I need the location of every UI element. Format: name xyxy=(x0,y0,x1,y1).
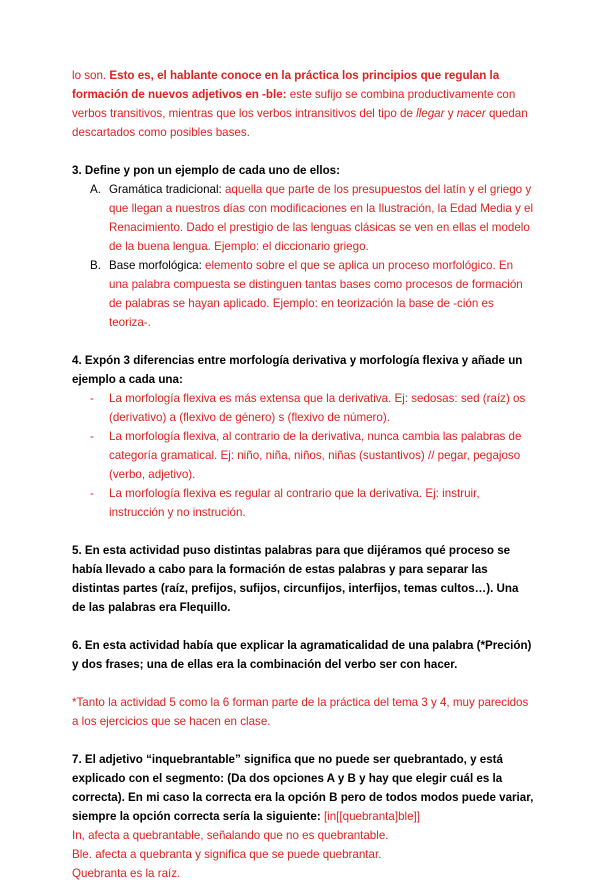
list-marker: B. xyxy=(90,259,101,272)
intro-text-3: quedan descartados como posibles bases. xyxy=(72,107,528,139)
document-page xyxy=(72,66,534,883)
intro-bold-text: Esto es, el hablante conoce en la práctica los principios que regulan la formación de nuevos adjetivos en -ble: xyxy=(72,69,500,101)
term-label: Base morfológica: xyxy=(109,259,202,272)
answer-line: Ble. afecta a quebranta y significa que se puede quebrantar. xyxy=(72,848,382,861)
practice-note: *Tanto la actividad 5 como la 6 forman parte de la práctica del tema 3 y 4, muy parecidos a los ejercicios que se hacen en clase. xyxy=(72,696,529,728)
difference-text: La morfología flexiva es regular al contrario que la derivativa. Ej: instruir, instrucción y no instrución. xyxy=(109,487,480,519)
question-6-heading: 6. En esta actividad había que explicar la agramaticalidad de una palabra (*Preción) y dos frases; una de ellas era la combinación del verbo ser con hacer. xyxy=(72,639,532,671)
intro-text-1: lo son. xyxy=(72,69,110,82)
intro-text-2: este sufijo se combina productivamente con verbos transitivos, mientras que los verbos intransitivos del tipo de xyxy=(72,88,516,120)
question-4-heading: 4. Expón 3 diferencias entre morfología derivativa y morfología flexiva y añade un ejemplo a cada una: xyxy=(72,354,523,386)
intro-italic-nacer: nacer xyxy=(456,107,486,120)
list-item xyxy=(72,180,534,256)
question-7-heading xyxy=(72,750,534,826)
difference-text: La morfología flexiva, al contrario de la derivativa, nunca cambia las palabras de categoría gramatical. Ej: niño, niña, niños, niñas (sustantivos) // pegar, pegajoso (verbo, adjetivo). xyxy=(109,430,522,481)
dash-marker: - xyxy=(90,392,94,405)
question-3-heading: 3. Define y pon un ejemplo de cada uno de ellos: xyxy=(72,164,340,177)
list-item xyxy=(72,484,534,522)
definition-text xyxy=(109,256,534,332)
list-item xyxy=(72,256,534,332)
intro-italic-llegar: llegar xyxy=(416,107,445,120)
list-item xyxy=(72,427,534,484)
dash-marker: - xyxy=(90,430,94,443)
definition-text xyxy=(109,180,534,256)
term-label: Gramática tradicional: xyxy=(109,183,222,196)
definition-body: aquella que parte de los presupuestos del latín y el griego y que llegan a nuestros días con modificaciones en la Ilustración, la Edad Media y el Renacimiento. Dado el prestigio de las lenguas clásicas se ven en ellas el modelo de la buena lengua. Ejemplo: el diccionario griego. xyxy=(109,183,534,253)
definition-body: elemento sobre el que se aplica un proceso morfológico. En una palabra compuesta se distinguen tantas bases como procesos de formación de palabras se hayan aplicado. Ejemplo: en teorización la base de -ción es teoriza-. xyxy=(109,259,523,329)
segment-answer: [in[[quebranta]ble]] xyxy=(320,810,420,823)
intro-paragraph xyxy=(72,66,534,142)
question-7-text: 7. El adjetivo “inquebrantable” significa que no puede ser quebrantado, y está explicado con el segmento: (Da dos opciones A y B y hay que elegir cuál es la correcta). En mi caso la correcta era la opción B pero de todos modos puede variar, siempre la opción correcta sería la siguiente: xyxy=(72,753,534,823)
answer-line: In, afecta a quebrantable, señalando que no es quebrantable. xyxy=(72,829,389,842)
dash-marker: - xyxy=(90,487,94,500)
answer-line: Quebranta es la raíz. xyxy=(72,867,181,880)
list-marker: A. xyxy=(90,183,101,196)
intro-and: y xyxy=(444,107,457,120)
difference-text: La morfología flexiva es más extensa que la derivativa. Ej: sedosas: sed (raíz) os (derivativo) a (flexivo de género) s (flexivo de número). xyxy=(109,392,526,424)
question-5-heading: 5. En esta actividad puso distintas palabras para que dijéramos qué proceso se había llevado a cabo para la formación de estas palabras y para separar las distintas partes (raíz, prefijos, sufijos, circunfijos, interfijos, temas cultos…). Una de las palabras era Flequillo. xyxy=(72,544,519,614)
list-item xyxy=(72,389,534,427)
